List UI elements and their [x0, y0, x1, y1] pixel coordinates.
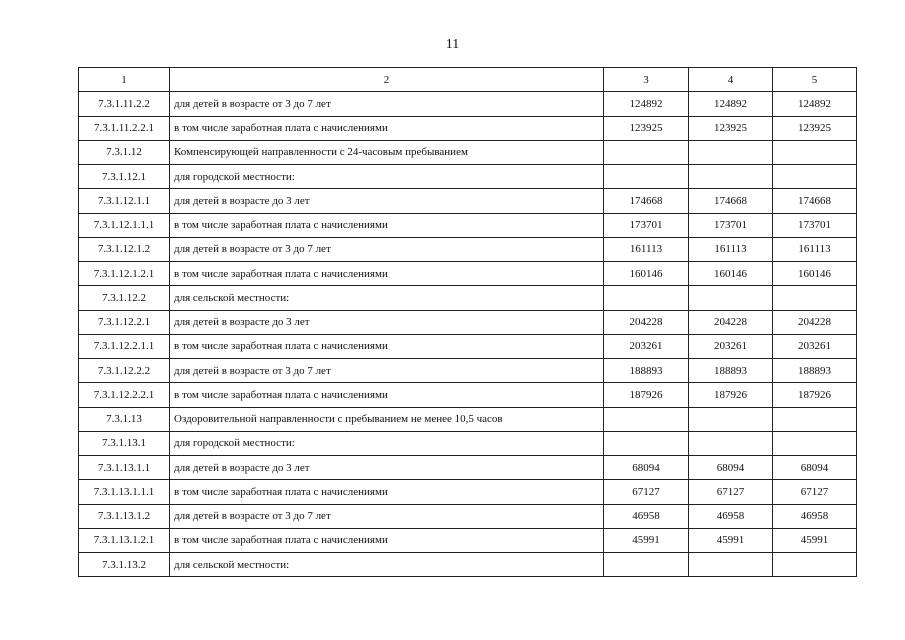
row-value-col4: 68094: [689, 456, 773, 480]
row-description: для детей в возрасте от 3 до 7 лет: [170, 92, 604, 116]
row-description: для городской местности:: [170, 165, 604, 189]
row-value-col3: 123925: [604, 116, 689, 140]
table-row: [79, 383, 857, 407]
row-code: 7.3.1.12.2.2: [79, 359, 170, 383]
row-value-col4: 46958: [689, 504, 773, 528]
row-value-col4: 161113: [689, 237, 773, 261]
row-code: 7.3.1.13.1.1.1: [79, 480, 170, 504]
table-row: [79, 213, 857, 237]
row-code: 7.3.1.13.1.1: [79, 456, 170, 480]
row-description: в том числе заработная плата с начислениями: [170, 262, 604, 286]
row-code: 7.3.1.12.1.2.1: [79, 262, 170, 286]
header-row: [79, 68, 857, 92]
row-value-col5: 123925: [773, 116, 857, 140]
row-value-col4: [689, 165, 773, 189]
row-value-col5: 173701: [773, 213, 857, 237]
row-value-col4: [689, 553, 773, 577]
table-row: [79, 504, 857, 528]
table-row: [79, 528, 857, 552]
row-description: для детей в возрасте от 3 до 7 лет: [170, 359, 604, 383]
table-row: [79, 237, 857, 261]
row-value-col3: [604, 140, 689, 164]
header-cell-1: 1: [79, 68, 170, 92]
row-code: 7.3.1.12.1.1.1: [79, 213, 170, 237]
row-description: в том числе заработная плата с начислениями: [170, 480, 604, 504]
row-value-col4: [689, 407, 773, 431]
row-value-col5: 46958: [773, 504, 857, 528]
header-cell-5: 5: [773, 68, 857, 92]
row-code: 7.3.1.13.1.2: [79, 504, 170, 528]
row-value-col3: 187926: [604, 383, 689, 407]
row-value-col3: 161113: [604, 237, 689, 261]
table-row: [79, 359, 857, 383]
table-row: [79, 116, 857, 140]
row-value-col5: [773, 553, 857, 577]
row-code: 7.3.1.11.2.2: [79, 92, 170, 116]
row-value-col4: 67127: [689, 480, 773, 504]
row-description: в том числе заработная плата с начислениями: [170, 334, 604, 358]
row-description: в том числе заработная плата с начислениями: [170, 116, 604, 140]
row-value-col5: 160146: [773, 262, 857, 286]
row-value-col3: 204228: [604, 310, 689, 334]
row-description: для детей в возрасте до 3 лет: [170, 310, 604, 334]
row-value-col4: 203261: [689, 334, 773, 358]
row-description: для детей в возрасте от 3 до 7 лет: [170, 504, 604, 528]
row-value-col5: [773, 140, 857, 164]
page-number: 11: [445, 37, 460, 52]
row-description: в том числе заработная плата с начислениями: [170, 383, 604, 407]
cost-table: [78, 67, 857, 577]
row-value-col3: 188893: [604, 359, 689, 383]
row-code: 7.3.1.12: [79, 140, 170, 164]
row-value-col3: [604, 165, 689, 189]
header-cell-2: 2: [170, 68, 604, 92]
row-value-col3: [604, 553, 689, 577]
table-row: [79, 165, 857, 189]
table-row: [79, 553, 857, 577]
row-value-col4: [689, 286, 773, 310]
table-row: [79, 262, 857, 286]
row-description: для детей в возрасте до 3 лет: [170, 189, 604, 213]
table-row: [79, 456, 857, 480]
row-value-col3: [604, 286, 689, 310]
header-cell-3: 3: [604, 68, 689, 92]
row-value-col3: 45991: [604, 528, 689, 552]
row-value-col5: 67127: [773, 480, 857, 504]
row-value-col4: [689, 140, 773, 164]
row-code: 7.3.1.12.2.1: [79, 310, 170, 334]
table-row: [79, 286, 857, 310]
row-value-col3: 174668: [604, 189, 689, 213]
table-row: [79, 480, 857, 504]
row-value-col4: 123925: [689, 116, 773, 140]
row-description: для детей в возрасте от 3 до 7 лет: [170, 237, 604, 261]
row-description: Компенсирующей направленности с 24-часовым пребыванием: [170, 140, 604, 164]
row-value-col3: [604, 431, 689, 455]
row-code: 7.3.1.12.1: [79, 165, 170, 189]
table-row: [79, 189, 857, 213]
row-value-col4: 187926: [689, 383, 773, 407]
row-value-col4: 204228: [689, 310, 773, 334]
row-value-col5: 45991: [773, 528, 857, 552]
table-row: [79, 334, 857, 358]
row-value-col4: [689, 431, 773, 455]
row-value-col5: [773, 431, 857, 455]
table-row: [79, 310, 857, 334]
row-value-col5: 187926: [773, 383, 857, 407]
row-description: для городской местности:: [170, 431, 604, 455]
row-code: 7.3.1.12.2.1.1: [79, 334, 170, 358]
row-value-col3: 46958: [604, 504, 689, 528]
row-value-col4: 173701: [689, 213, 773, 237]
row-value-col5: 174668: [773, 189, 857, 213]
row-value-col3: 203261: [604, 334, 689, 358]
row-code: 7.3.1.13.2: [79, 553, 170, 577]
row-code: 7.3.1.12.2: [79, 286, 170, 310]
table-row: [79, 407, 857, 431]
row-value-col5: [773, 286, 857, 310]
row-description: для сельской местности:: [170, 553, 604, 577]
row-value-col5: 203261: [773, 334, 857, 358]
row-value-col5: 68094: [773, 456, 857, 480]
table-body: [79, 68, 857, 577]
row-value-col3: 160146: [604, 262, 689, 286]
row-value-col4: 160146: [689, 262, 773, 286]
row-value-col4: 188893: [689, 359, 773, 383]
row-value-col5: [773, 165, 857, 189]
row-description: Оздоровительной направленности с пребыванием не менее 10,5 часов: [170, 407, 604, 431]
table-row: [79, 140, 857, 164]
row-value-col5: 204228: [773, 310, 857, 334]
table-row: [79, 431, 857, 455]
table-row: [79, 92, 857, 116]
row-value-col4: 124892: [689, 92, 773, 116]
row-value-col5: 124892: [773, 92, 857, 116]
row-value-col3: 124892: [604, 92, 689, 116]
header-cell-4: 4: [689, 68, 773, 92]
row-value-col3: 67127: [604, 480, 689, 504]
row-value-col5: 188893: [773, 359, 857, 383]
row-value-col3: [604, 407, 689, 431]
row-code: 7.3.1.13.1.2.1: [79, 528, 170, 552]
row-code: 7.3.1.13.1: [79, 431, 170, 455]
row-value-col4: 45991: [689, 528, 773, 552]
row-description: в том числе заработная плата с начислениями: [170, 528, 604, 552]
row-description: для детей в возрасте до 3 лет: [170, 456, 604, 480]
row-code: 7.3.1.13: [79, 407, 170, 431]
row-value-col5: 161113: [773, 237, 857, 261]
row-value-col5: [773, 407, 857, 431]
row-value-col3: 173701: [604, 213, 689, 237]
row-code: 7.3.1.12.2.2.1: [79, 383, 170, 407]
row-description: в том числе заработная плата с начислениями: [170, 213, 604, 237]
row-code: 7.3.1.12.1.2: [79, 237, 170, 261]
row-value-col3: 68094: [604, 456, 689, 480]
row-code: 7.3.1.12.1.1: [79, 189, 170, 213]
row-value-col4: 174668: [689, 189, 773, 213]
row-description: для сельской местности:: [170, 286, 604, 310]
row-code: 7.3.1.11.2.2.1: [79, 116, 170, 140]
